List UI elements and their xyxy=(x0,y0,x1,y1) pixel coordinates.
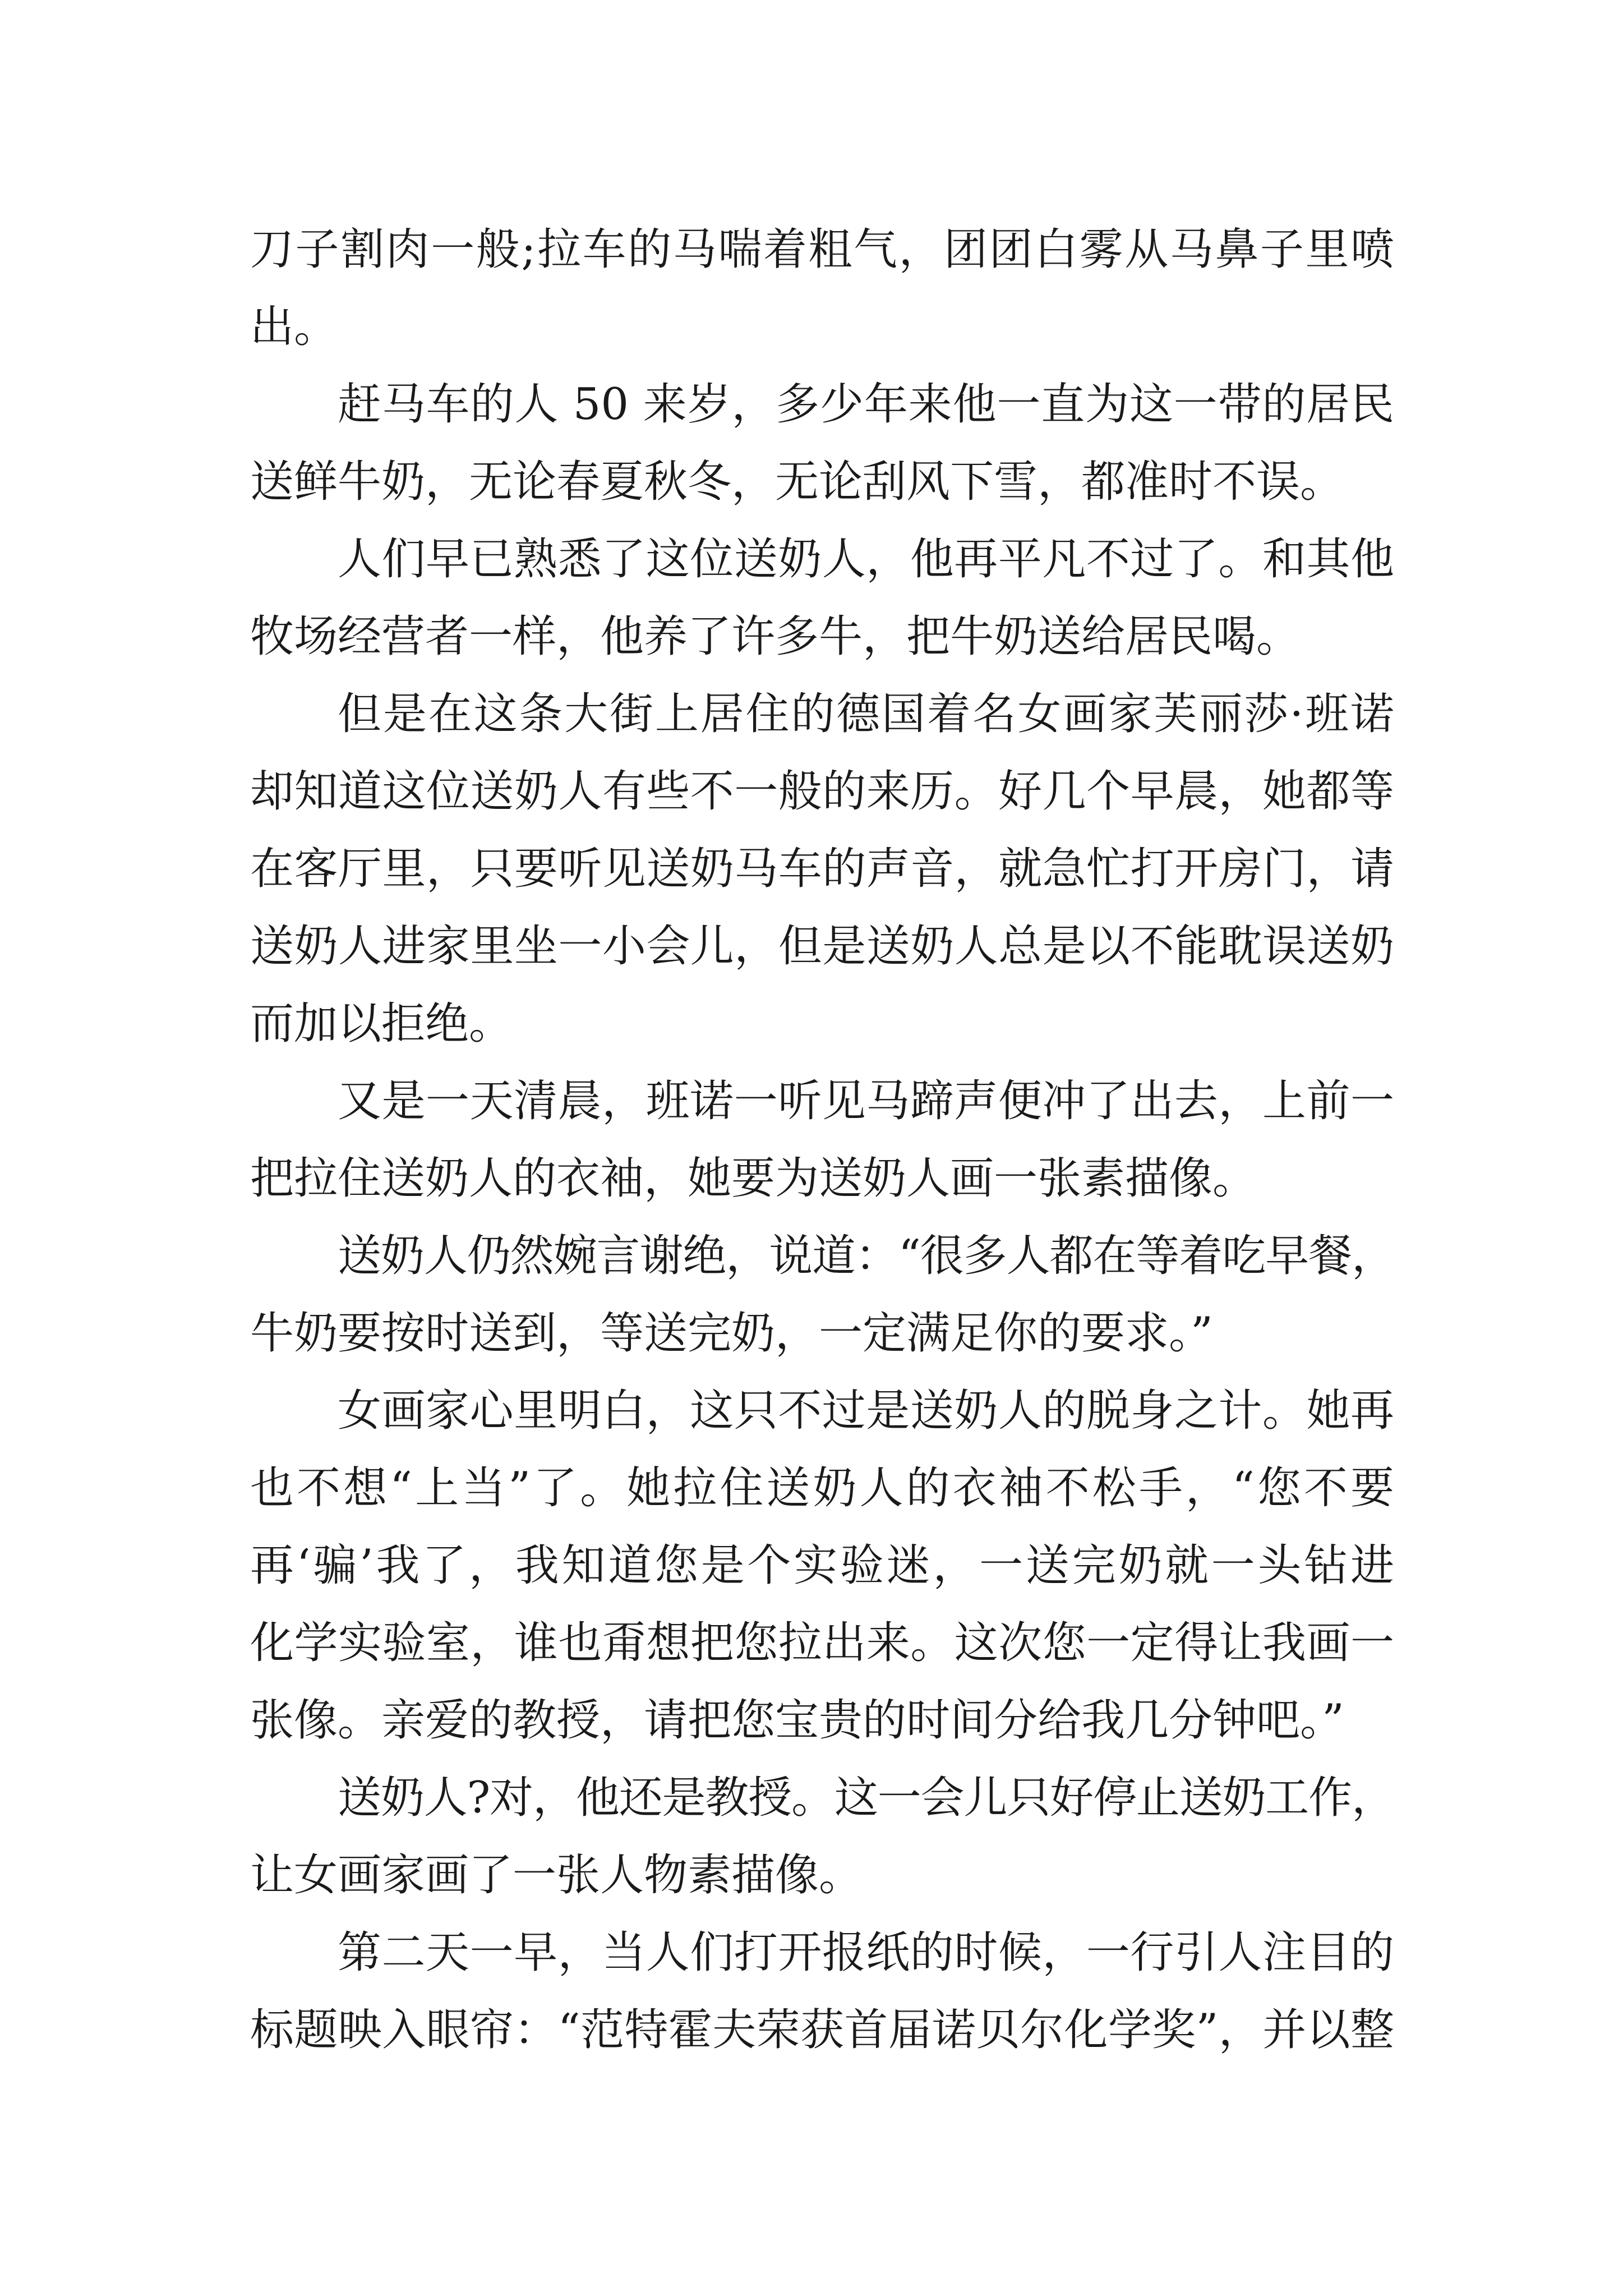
text-line: 赶马车的人 50 来岁，多少年来他一直为这一带的居民 xyxy=(338,379,1394,430)
text-line: 张像。亲爱的教授，请把您宝贵的时间分给我几分钟吧。” xyxy=(250,1695,1344,1746)
text-line: 牧场经营者一样，他养了许多牛，把牛奶送给居民喝。 xyxy=(250,611,1301,662)
text-line: 刀子割肉一般;拉车的马喘着粗气，团团白雾从马鼻子里喷 xyxy=(250,224,1394,275)
text-line: 送奶人?对，他还是教授。这一会儿只好停止送奶工作， xyxy=(338,1773,1394,1823)
text-line: 化学实验室，谁也甭想把您拉出来。这次您一定得让我画一 xyxy=(250,1618,1394,1668)
text-line: 送奶人仍然婉言谢绝，说道：“很多人都在等着吃早餐， xyxy=(338,1231,1394,1281)
text-line: 让女画家画了一张人物素描像。 xyxy=(250,1850,863,1901)
text-line: 而加以拒绝。 xyxy=(250,999,513,1049)
text-line: 再‘骗’我了，我知道您是个实验迷，一送完奶就一头钻进 xyxy=(250,1540,1394,1591)
text-line: 送鲜牛奶，无论春夏秋冬，无论刮风下雪，都准时不误。 xyxy=(250,457,1344,507)
text-line: 又是一天清晨，班诺一听见马蹄声便冲了出去，上前一 xyxy=(338,1076,1394,1126)
text-line: 却知道这位送奶人有些不一般的来历。好几个早晨，她都等 xyxy=(250,766,1394,817)
text-line: 把拉住送奶人的衣袖，她要为送奶人画一张素描像。 xyxy=(250,1153,1257,1204)
text-line: 人们早已熟悉了这位送奶人，他再平凡不过了。和其他 xyxy=(338,534,1394,585)
text-line: 在客厅里，只要听见送奶马车的声音，就急忙打开房门，请 xyxy=(250,844,1394,894)
body-text xyxy=(250,211,1394,2069)
text-line: 也不想“上当”了。她拉住送奶人的衣袖不松手，“您不要 xyxy=(250,1463,1394,1513)
text-line: 女画家心里明白，这只不过是送奶人的脱身之计。她再 xyxy=(338,1386,1394,1436)
text-line: 出。 xyxy=(250,302,338,352)
text-line: 送奶人进家里坐一小会儿，但是送奶人总是以不能耽误送奶 xyxy=(250,921,1394,972)
text-line: 标题映入眼帘：“范特霍夫荣获首届诺贝尔化学奖”，并以整 xyxy=(250,2005,1394,2055)
text-line: 牛奶要按时送到，等送完奶，一定满足你的要求。” xyxy=(250,1308,1213,1359)
text-line: 第二天一早，当人们打开报纸的时候，一行引人注目的 xyxy=(338,1927,1394,1978)
text-line: 但是在这条大街上居住的德国着名女画家芙丽莎·班诺 xyxy=(338,689,1394,739)
